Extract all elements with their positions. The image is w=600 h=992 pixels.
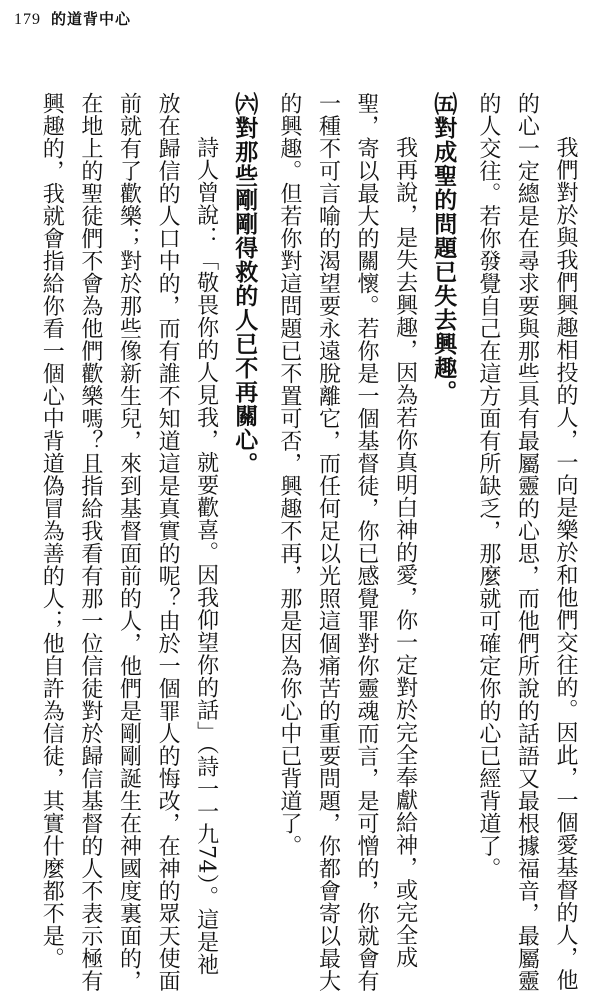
section-heading-5: ㈤對成聖的問題已失去興趣。 — [430, 92, 457, 404]
paragraph-line: 在地上的聖徒們不會為他們歡樂嗎？且指給我看有那一位信徒對於歸信基督的人不表示極有 — [77, 92, 103, 992]
vertical-text-body — [12, 92, 584, 992]
paragraph-line: 一種不可言喻的渴望要永遠脫離它，而任何足以光照這個痛苦的重要問題，你都會寄以最大 — [315, 92, 341, 992]
paragraph-line: 放在歸信的人口中的，而有誰不知道這是真實的呢？由於一個罪人的悔改，在神的眾天使面 — [155, 92, 181, 992]
page-number: 179 — [14, 11, 41, 28]
paragraph-line: 的人交往。若你發覺自己在這方面有所缺乏，那麼就可確定你的心已經背道了。 — [475, 92, 501, 880]
running-title: 的道背中心 — [51, 10, 132, 28]
paragraph-line: 我們對於與我們興趣相投的人，一向是樂於和他們交往的。因此，一個愛基督的人，他 — [553, 136, 578, 991]
paragraph-line: 詩人曾說：「敬畏你的人見我，就要歡喜。因我仰望你的話」（詩一一九74）。這是祂 — [193, 136, 219, 976]
section-heading-6: ㈥對那些剛剛得救的人已不再關心。 — [231, 92, 258, 476]
paragraph-line: 興趣的，我就會指給你看一個心中背道偽冒為善的人；他自許為信徒，其實什麼都不是。 — [39, 92, 65, 970]
paragraph-line: 我再說，是失去興趣，因為若你真明白神的愛，你一定對於完全奉獻給神，或完全成 — [392, 136, 418, 969]
paragraph-line: 聖，寄以最大的關懷。若你是一個基督徒，你已感覺罪對你靈魂而言，是可憎的，你就會有 — [354, 92, 380, 992]
paragraph-line: 的興趣。但若你對這問題已不置可否，興趣不再，那是因為你心中已背道了。 — [276, 92, 302, 857]
page-header — [14, 8, 131, 29]
paragraph-line: 前就有了歡樂；對於那些像新生兒，來到基督面前的人，他們是剛剛誕生在神國度裏面的， — [116, 92, 142, 992]
paragraph-line: 的心一定總是在尋求要與那些具有最屬靈的心思，而他們所說的話語又最根據福音，最屬靈 — [514, 92, 540, 992]
